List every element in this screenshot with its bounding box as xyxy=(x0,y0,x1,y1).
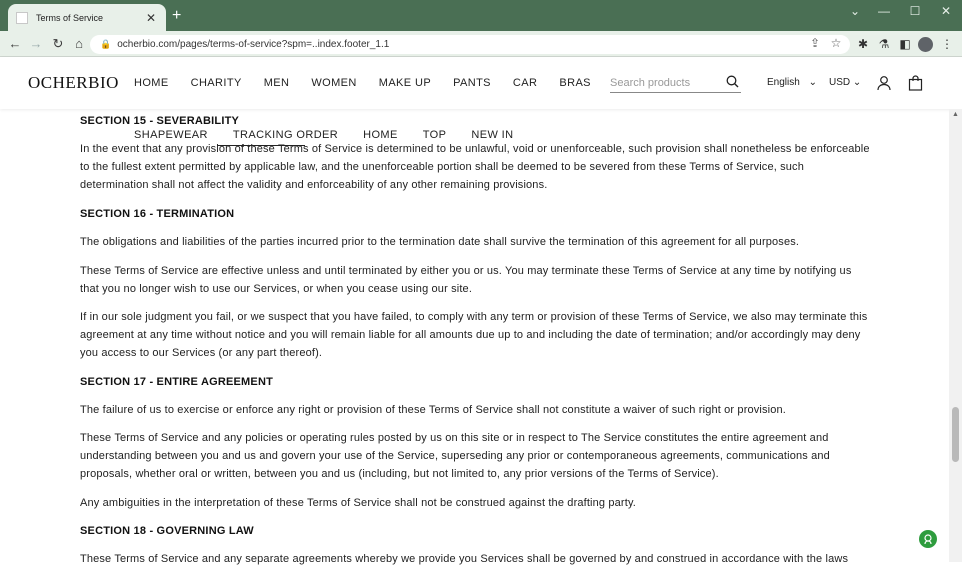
language-selector[interactable] xyxy=(767,77,817,88)
tab-title: Terms of Service xyxy=(36,12,104,23)
scroll-up-arrow-icon[interactable]: ▲ xyxy=(952,111,959,118)
new-tab-icon[interactable]: + xyxy=(172,7,182,24)
nav-home[interactable]: HOME xyxy=(134,77,169,89)
lock-icon[interactable]: 🔒 xyxy=(100,39,112,49)
scrollbar-thumb[interactable] xyxy=(952,407,959,462)
browser-tab-bar xyxy=(0,0,962,31)
lab-flask-icon[interactable]: ⚗ xyxy=(878,37,890,51)
forward-icon[interactable]: → xyxy=(29,36,43,51)
nav-home-secondary[interactable]: HOME xyxy=(363,129,398,141)
nav-pants[interactable]: PANTS xyxy=(453,77,491,89)
section-17-paragraph-1: The failure of us to exercise or enforce any right or provision of these Terms of Service shall not constitute a waiver of such right or provision. xyxy=(80,404,787,416)
bookmark-star-icon[interactable]: ☆ xyxy=(830,36,842,50)
nav-men[interactable]: MEN xyxy=(263,77,290,89)
chevron-down-icon: ⌄ xyxy=(808,77,817,88)
home-icon[interactable]: ⌂ xyxy=(75,36,83,51)
main-navigation xyxy=(134,77,613,89)
extensions-icon[interactable]: ✱ xyxy=(857,37,869,51)
side-panel-icon[interactable]: ◧ xyxy=(899,37,911,51)
minimize-icon[interactable]: — xyxy=(878,4,890,18)
chat-icon xyxy=(922,533,934,545)
nav-make-up[interactable]: MAKE UP xyxy=(378,77,432,89)
section-17-heading: SECTION 17 - ENTIRE AGREEMENT xyxy=(80,376,274,388)
share-icon[interactable]: ⇪ xyxy=(809,36,821,50)
site-header xyxy=(0,57,962,109)
shopping-bag-icon[interactable] xyxy=(908,75,923,96)
nav-tracking-order[interactable]: TRACKING ORDER xyxy=(232,129,339,141)
nav-charity[interactable]: CHARITY xyxy=(190,77,242,89)
page-favicon-icon xyxy=(16,12,28,24)
chevron-down-icon: ⌄ xyxy=(852,77,862,88)
nav-bras[interactable]: BRAS xyxy=(559,77,591,89)
section-16-paragraph-2: These Terms of Service are effective unless and until terminated by either you or us. You may terminate these Terms of Service at any time by notifying us that you no longer wish to use our Services, or when you cease using our site. xyxy=(80,265,852,295)
search-box xyxy=(610,74,741,93)
nav-new-in[interactable]: NEW IN xyxy=(471,129,514,141)
currency-selector[interactable] xyxy=(829,77,861,88)
profile-avatar-icon[interactable] xyxy=(918,37,933,52)
nav-women[interactable]: WOMEN xyxy=(311,77,357,89)
section-15-heading: SECTION 15 - SEVERABILITY xyxy=(80,115,240,127)
site-logo[interactable]: OCHERBIO xyxy=(28,73,119,92)
search-input[interactable] xyxy=(610,77,720,89)
chat-support-button[interactable] xyxy=(919,530,937,548)
close-window-icon[interactable]: ✕ xyxy=(940,4,952,18)
nav-car[interactable]: CAR xyxy=(512,77,538,89)
section-15-paragraph: In the event that any provision of these Terms of Service is determined to be unlawful, void or unenforceable, such provision shall nonetheless be enforceable to the fullest extent permitted by applicable law, and the unenforceable portion shall be deemed to be severed from these Terms of Service, such determination shall not affect the validity and enforceability of any other remaining provisions. xyxy=(80,143,870,191)
page-scrollbar[interactable] xyxy=(949,109,962,562)
browser-toolbar xyxy=(0,31,962,57)
nav-top[interactable]: TOP xyxy=(422,129,447,141)
reload-icon[interactable]: ↻ xyxy=(52,36,64,51)
search-icon[interactable] xyxy=(726,75,739,93)
account-icon[interactable] xyxy=(876,75,892,96)
nav-shapewear[interactable]: SHAPEWEAR xyxy=(134,129,208,141)
section-16-paragraph-1: The obligations and liabilities of the parties incurred prior to the termination date shall survive the termination of this agreement for all purposes. xyxy=(80,236,800,248)
language-label: English xyxy=(767,77,800,88)
section-17-paragraph-3: Any ambiguities in the interpretation of these Terms of Service shall not be construed against the drafting party. xyxy=(80,497,636,509)
section-18-heading: SECTION 18 - GOVERNING LAW xyxy=(80,525,254,537)
back-icon[interactable]: ← xyxy=(8,36,22,51)
browser-menu-icon[interactable]: ⋮ xyxy=(941,37,953,51)
url-text: ocherbio.com/pages/terms-of-service?spm=..index.footer_1.1 xyxy=(117,39,390,50)
maximize-icon[interactable]: ☐ xyxy=(909,4,921,18)
browser-tab[interactable] xyxy=(8,4,166,31)
close-tab-icon[interactable]: ✕ xyxy=(145,10,157,25)
section-16-heading: SECTION 16 - TERMINATION xyxy=(80,208,235,220)
currency-label: USD xyxy=(829,77,851,88)
tab-search-icon[interactable]: ⌄ xyxy=(849,4,861,18)
section-17-paragraph-2: These Terms of Service and any policies or operating rules posted by us on this site or in respect to The Service constitutes the entire agreement and understanding between you and us and govern your use of the Service, superseding any prior or contemporaneous agreements, communications and proposals, whether oral or written, between you and us (including, but not limited to, any prior versions of the Terms of Service). xyxy=(80,432,830,480)
section-16-paragraph-3: If in our sole judgment you fail, or we suspect that you have failed, to comply with any term or provision of these Terms of Service, we also may terminate this agreement at any time without notice and you will remain liable for all amounts due up to and including the date of termination; and/or accordingly may deny you access to our Services (or any part thereof). xyxy=(80,311,868,359)
address-bar[interactable] xyxy=(90,35,850,54)
section-18-paragraph-1: These Terms of Service and any separate agreements whereby we provide you Services shall be governed by and construed in accordance with the laws xyxy=(80,553,849,565)
